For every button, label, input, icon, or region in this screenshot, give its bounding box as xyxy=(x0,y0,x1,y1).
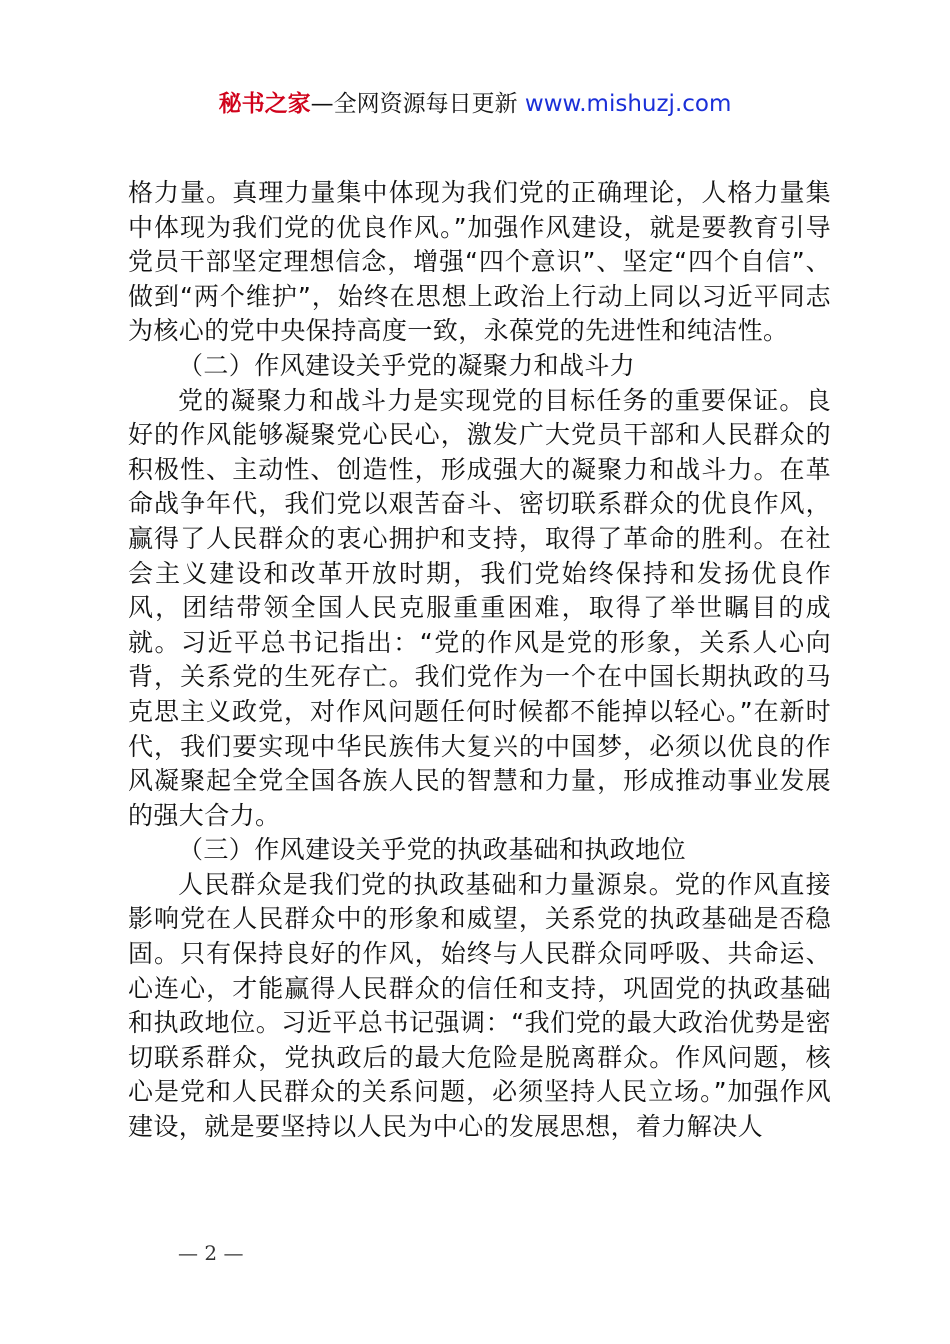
site-brand: 秘书之家 xyxy=(218,91,311,117)
paragraph-continuation: 格力量。真理力量集中体现为我们党的正确理论，人格力量集中体现为我们党的优良作风。”加强作风建设，就是要教育引导党员干部坚定理想信念，增强“四个意识”、坚定“四个自信”、做到“两个维护”，始终在思想上政治上行动上同以习近平同志为核心的党中央保持高度一致，永葆党的先进性和纯洁性。 xyxy=(128,178,831,346)
section-heading-3: （三）作风建设关乎党的执政基础和执政地位 xyxy=(178,835,687,865)
site-tagline: —全网资源每日更新 xyxy=(310,91,525,117)
paragraph: 人民群众是我们党的执政基础和力量源泉。党的作风直接影响党在人民群众中的形象和威望，关系党的执政基础是否稳固。只有保持良好的作风，始终与人民群众同呼吸、共命运、心连心，才能赢得人民群众的信任和支持，巩固党的执政基础和执政地位。习近平总书记强调：“我们党的最大政治优势是密切联系群众，党执政后的最大危险是脱离群众。作风问题，核心是党和人民群众的关系问题，必须坚持人民立场。”加强作风建设，就是要坚持以人民为中心的发展思想，着力解决人 xyxy=(128,869,831,1142)
document-body xyxy=(128,176,831,1145)
site-header xyxy=(0,88,950,120)
site-url-link[interactable]: www.mishuzj.com xyxy=(524,91,732,117)
page-number: — 2 — xyxy=(178,1241,244,1265)
section-heading-2: （二）作风建设关乎党的凝聚力和战斗力 xyxy=(178,350,636,380)
paragraph: 党的凝聚力和战斗力是实现党的目标任务的重要保证。良好的作风能够凝聚党心民心，激发广大党员干部和人民群众的积极性、主动性、创造性，形成强大的凝聚力和战斗力。在革命战争年代，我们党以艰苦奋斗、密切联系群众的优良作风，赢得了人民群众的衷心拥护和支持，取得了革命的胜利。在社会主义建设和改革开放时期，我们党始终保持和发扬优良作风，团结带领全国人民克服重重困难，取得了举世瞩目的成就。习近平总书记指出：“党的作风是党的形象，关系人心向背，关系党的生死存亡。我们党作为一个在中国长期执政的马克思主义政党，对作风问题任何时候都不能掉以轻心。”在新时代，我们要实现中华民族伟大复兴的中国梦，必须以优良的作风凝聚起全党全国各族人民的智慧和力量，形成推动事业发展的强大合力。 xyxy=(128,385,831,830)
